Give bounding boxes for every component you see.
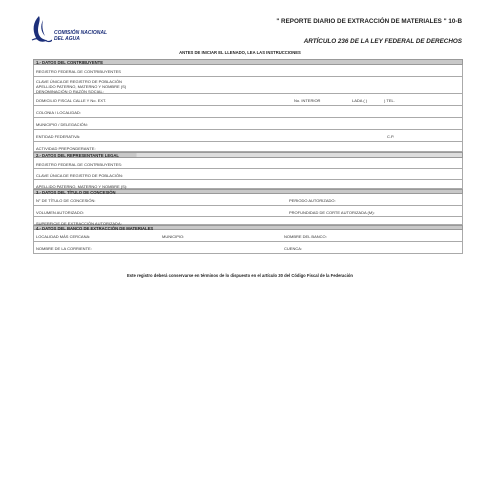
field-label: No. INTERIOR: [294, 98, 321, 103]
domicilio-field[interactable]: [33, 94, 463, 106]
field-label: VOLUMEN AUTORIZADO:: [36, 210, 84, 215]
field-label: PERIODO AUTORIZADO:: [289, 198, 336, 203]
rep-nombre-field[interactable]: [33, 180, 463, 189]
conagua-emblem-icon: [30, 14, 52, 44]
report-form: [33, 59, 463, 254]
field-label: N° DE TÍTULO DE CONCESIÓN:: [36, 198, 96, 203]
field-label: SUPERFICIE DE EXTRACCIÓN AUTORIZADA:: [36, 221, 122, 226]
superficie-field[interactable]: [33, 217, 463, 225]
field-label: ) TEL.: [384, 98, 395, 103]
field-label: DENOMINACIÓN O RAZÓN SOCIAL:: [36, 89, 104, 94]
field-label: C.P.: [387, 134, 395, 139]
field-label: LOCALIDAD MÁS CERCANA:: [36, 234, 91, 239]
logo-line1: COMISIÓN NACIONAL: [54, 30, 108, 36]
field-label: MUNICIPIO:: [162, 234, 185, 239]
form-subtitle: ARTÍCULO 236 DE LA LEY FEDERAL DE DERECHOS: [303, 38, 462, 45]
entidad-field[interactable]: [33, 130, 463, 142]
field-label: REGISTRO FEDERAL DE CONTRIBUYENTES:: [36, 162, 123, 167]
field-label: ENTIDAD FEDERATIVA:: [36, 134, 81, 139]
field-label: CLAVE ÚNICA DE REGISTRO DE POBLACIÓN: [36, 79, 122, 84]
field-label: APELLIDO PATERNO, MATERNO Y NOMBRE (S): [36, 84, 127, 89]
section-title: 2.- DATOS DEL REPRESENTANTE LEGAL: [36, 153, 119, 158]
section-title: 4.- DATOS DEL BANCO DE EXTRACCIÓN DE MATERIALES: [36, 226, 154, 231]
field-label: REGISTRO FEDERAL DE CONTRIBUYENTES: [36, 69, 121, 74]
colonia-field[interactable]: [33, 106, 463, 118]
instructions-note: ANTES DE INICIAR EL LLENADO, LEA LAS INSTRUCCIONES: [179, 50, 301, 55]
localidad-field[interactable]: [33, 230, 463, 242]
municipio-field[interactable]: [33, 118, 463, 130]
field-label: PROFUNDIDAD DE CORTE AUTORIZADA (M):: [289, 210, 375, 215]
form-title: " REPORTE DIARIO DE EXTRACCIÓN DE MATERIALES " 10-B: [276, 18, 462, 25]
field-label: MUNICIPIO / DELEGACIÓN:: [36, 122, 88, 127]
field-label: ACTIVIDAD PREPONDERANTE:: [36, 146, 96, 151]
field-label: APELLIDO PATERNO, MATERNO Y NOMBRE (S):: [36, 184, 128, 189]
rfc-field[interactable]: [33, 65, 463, 77]
corriente-field[interactable]: [33, 242, 463, 254]
field-label: COLONIA / LOCALIDAD:: [36, 110, 81, 115]
curp-name-field[interactable]: [33, 77, 463, 94]
conagua-logo: [30, 14, 120, 46]
actividad-field[interactable]: [33, 142, 463, 152]
volumen-profundidad-field[interactable]: [33, 206, 463, 217]
logo-line2: DEL AGUA: [54, 35, 80, 42]
section-title: 3.- DATOS DEL TÍTULO DE CONCESIÓN: [36, 190, 116, 195]
field-label: LADA ( ): [352, 98, 368, 103]
field-label: CUENCA:: [284, 246, 303, 251]
rep-curp-field[interactable]: [33, 169, 463, 180]
field-label: DOMICILIO FISCAL CALLE Y No. EXT.: [36, 98, 107, 103]
conagua-name: [54, 31, 107, 42]
rep-rfc-field[interactable]: [33, 158, 463, 169]
section-title: 1.- DATOS DEL CONTRIBUYENTE: [36, 60, 104, 65]
footer-note: Este registro deberá conservarse en términos de lo dispuesto en el artículo 30 del Código Fiscal de la Federación: [127, 273, 353, 278]
titulo-periodo-field[interactable]: [33, 194, 463, 206]
field-label: NOMBRE DEL BANCO:: [284, 234, 327, 239]
field-label: NOMBRE DE LA CORRIENTE:: [36, 246, 92, 251]
field-label: CLAVE ÚNICA DE REGISTRO DE POBLACIÓN:: [36, 173, 124, 178]
